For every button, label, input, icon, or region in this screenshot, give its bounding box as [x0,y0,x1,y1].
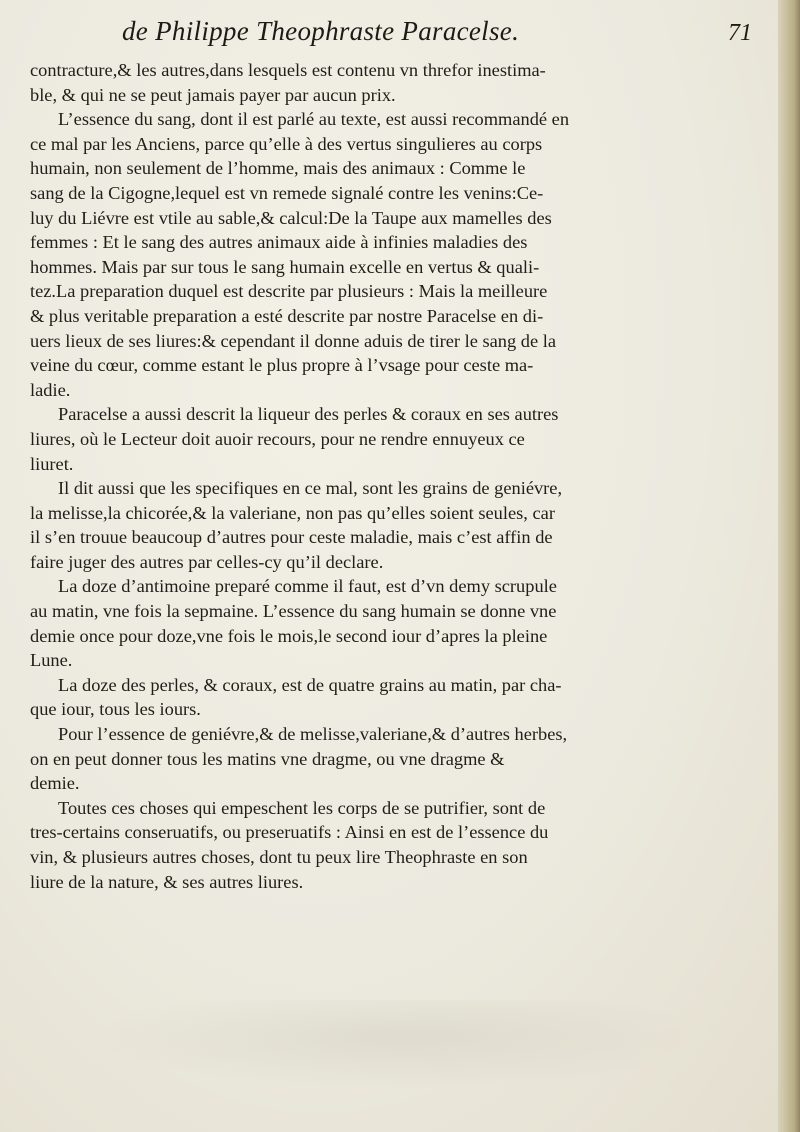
text-line: veine du cœur, comme estant le plus propre à l’vsage pour ceste ma- [30,355,534,376]
text-line: sang de la Cigogne,lequel est vn remede signalé contre les venins:Ce- [30,182,544,203]
text-line: Paracelse a aussi descrit la liqueur des perles & coraux en ses autres [58,404,559,425]
text-line: faire juger des autres par celles-cy qu’il declare. [30,551,384,572]
text-line: contracture,& les autres,dans lesquels est contenu vn threfor inestima- [30,60,546,80]
text-line: Il dit aussi que les specifiques en ce mal, sont les grains de geniévre, [58,478,563,499]
text-block [30,58,760,894]
text-line: luy du Liévre est vtile au sable,& calcul:De la Taupe aux mamelles des [30,207,552,228]
text-line: La doze des perles, & coraux, est de quatre grains au matin, par cha- [58,674,562,695]
running-head [62,16,762,56]
text-line: que iour, tous les iours. [30,699,201,720]
text-line: Pour l’essence de geniévre,& de melisse,valeriane,& d’autres herbes, [58,724,568,745]
text-line: L’essence du sang, dont il est parlé au texte, est aussi recommandé en [58,109,570,130]
show-through-stain [90,1000,710,1090]
text-line: tez.La preparation duquel est descrite par plusieurs : Mais la meilleure [30,281,548,302]
text-line: ble, & qui ne se peut jamais payer par aucun prix. [30,84,396,105]
text-line: hommes. Mais par sur tous le sang humain excelle en vertus & quali- [30,256,540,277]
text-line: Lune. [30,650,73,671]
text-line: Toutes ces choses qui empeschent les corps de se putrifier, sont de [58,797,546,818]
text-line: La doze d’antimoine preparé comme il faut, est d’vn demy scrupule [58,576,557,597]
page-edge-shadow [778,0,800,1132]
text-line: & plus veritable preparation a esté descrite par nostre Paracelse en di- [30,305,544,326]
text-line: liuret. [30,453,74,474]
text-line: femmes : Et le sang des autres animaux aide à infinies maladies des [30,232,528,253]
text-line: il s’en trouue beaucoup d’autres pour ceste maladie, mais c’est affin de [30,527,553,548]
text-line: ladie. [30,379,71,400]
text-line: tres-certains conseruatifs, ou preseruatifs : Ainsi en est de l’essence du [30,822,549,843]
text-line: demie. [30,773,80,794]
text-line: ce mal par les Anciens, parce qu’elle à des vertus singulieres au corps [30,133,543,154]
text-line: liure de la nature, & ses autres liures. [30,871,304,892]
text-line: au matin, vne fois la sepmaine. L’essence du sang humain se donne vne [30,601,557,622]
text-line: la melisse,la chicorée,& la valeriane, non pas qu’elles soient seules, car [30,502,555,523]
text-line: demie once pour doze,vne fois le mois,le second iour d’apres la pleine [30,625,548,646]
running-title: de Philippe Theophraste Paracelse. [122,16,520,46]
text-line: on en peut donner tous les matins vne dragme, ou vne dragme & [30,748,505,769]
page-number: 71 [728,20,752,46]
text-line: uers lieux de ses liures:& cependant il donne aduis de tirer le sang de la [30,330,557,351]
text-line: humain, non seulement de l’homme, mais des animaux : Comme le [30,158,526,179]
text-line: vin, & plusieurs autres choses, dont tu peux lire Theophraste en son [30,847,528,867]
text-line: liures, où le Lecteur doit auoir recours, pour ne rendre ennuyeux ce [30,428,525,449]
